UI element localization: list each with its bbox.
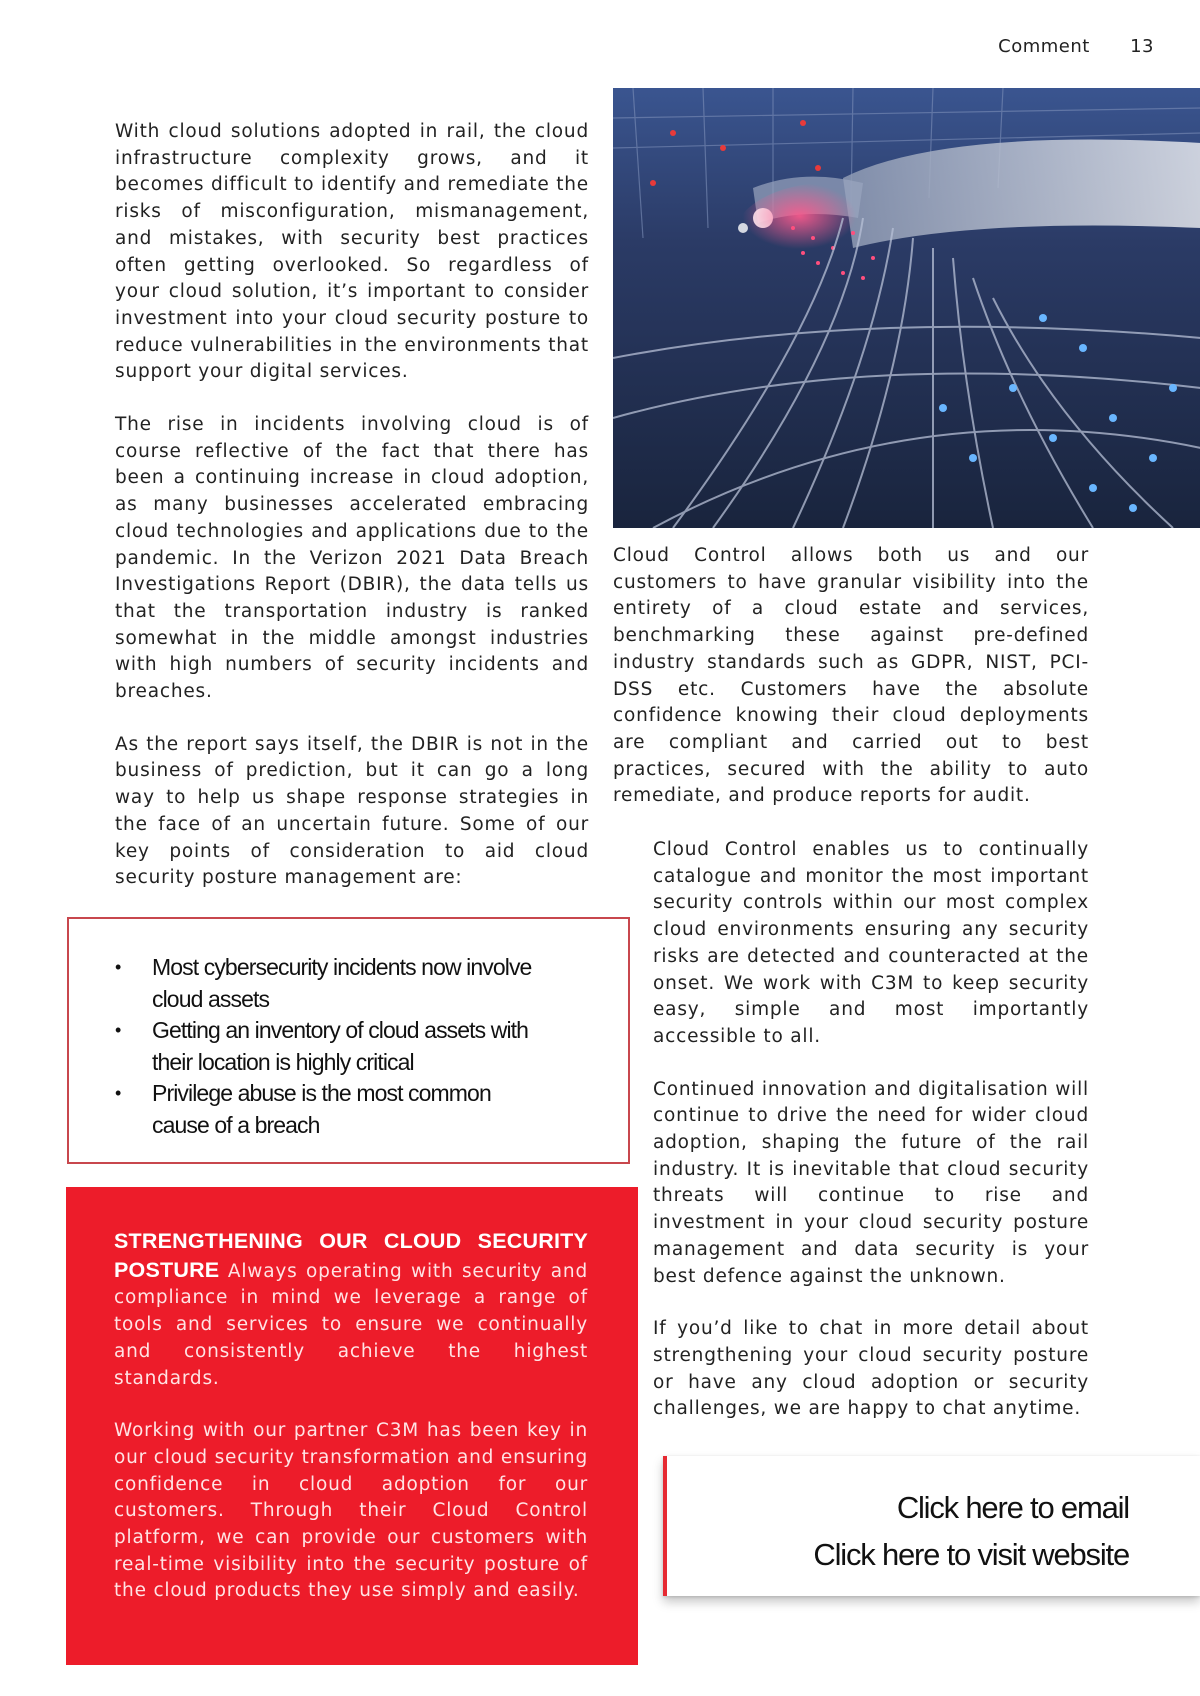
rail-tracks-illustration	[613, 88, 1200, 528]
page-header	[998, 36, 1154, 57]
left-paragraph-2: The rise in incidents involving cloud is of course reflective of the fact that there has been a continuing increase in cloud adoption, as many businesses accelerated embracing cloud technologies and applications due to the pandemic. In the Verizon 2021 Data Breach Investigations Report (DBIR), the data tells us that the transportation industry is ranked somewhat in the middle amongst industries with high numbers of security incidents and breaches.	[115, 414, 589, 703]
right-column-bottom	[653, 837, 1089, 1449]
red-panel-paragraph-2: Working with our partner C3M has been key in our cloud security transformation and ensuring confidence in cloud adoption for our customers. Through their Cloud Control platform, we can provide our customers with real-time visibility into the security posture of the cloud products they use simply and easily.	[114, 1420, 588, 1602]
key-points-box	[67, 917, 630, 1164]
right-paragraph-3: Continued innovation and digitalisation will continue to drive the need for wider cloud adoption, shaping the future of the rail industry. It is inevitable that cloud security threats will continue to rise and investment in your cloud security posture management and data security is your best defence against the unknown.	[653, 1078, 1089, 1287]
email-link[interactable]: Click here to email	[896, 1490, 1129, 1525]
left-column	[115, 119, 589, 918]
section-label: Comment	[998, 36, 1090, 57]
key-point-item: • Getting an inventory of cloud assets with their location is highly critical	[115, 1015, 532, 1078]
left-paragraph-1: With cloud solutions adopted in rail, the cloud infrastructure complexity grows, and it becomes difficult to identify and remediate the risks of misconfiguration, mismanagement, and mistakes, with security best practices often getting overlooked. So regardless of your cloud solution, it’s important to consider investment into your cloud security posture to reduce vulnerabilities in the environments that support your digital services.	[115, 121, 589, 383]
key-points-list	[69, 919, 628, 1141]
rail-tracks-photo	[613, 88, 1200, 528]
red-callout-panel	[66, 1187, 638, 1665]
key-point-item: • Most cybersecurity incidents now involve cloud assets	[115, 952, 532, 1015]
right-column-top	[613, 543, 1089, 836]
right-paragraph-1: Cloud Control allows both us and our customers to have granular visibility into the entirety of a cloud estate and services, benchmarking these against pre-defined industry standards such as GDPR, NIST, PCI-DSS etc. Customers have the absolute confidence knowing their cloud deployments are compliant and carried out to best practices, secured with the ability to auto remediate, and produce reports for audit.	[613, 545, 1089, 807]
red-panel-heading: STRENGTHENING OUR CLOUD SECURITY POSTURE	[114, 1229, 588, 1282]
left-paragraph-3: As the report says itself, the DBIR is not in the business of prediction, but it can go a long way to help us shape response strategies in the face of an uncertain future. Some of our key points of consideration to aid cloud security posture management are:	[115, 733, 589, 889]
website-link[interactable]: Click here to visit website	[813, 1537, 1129, 1572]
right-paragraph-2: Cloud Control enables us to continually catalogue and monitor the most important security controls within our most complex cloud environments ensuring any security risks are detected and counteracted at the onset. We work with C3M to keep security easy, simple and most importantly accessible to all.	[653, 839, 1089, 1047]
contact-cta-box	[663, 1456, 1200, 1596]
red-panel-intro: Always operating with security and compliance in mind we leverage a range of tools and services to ensure we continually and consistently achieve the highest standards.	[114, 1260, 588, 1389]
page-number: 13	[1130, 36, 1154, 57]
red-panel-paragraph-1	[114, 1228, 588, 1392]
right-paragraph-4: If you’d like to chat in more detail about strengthening your cloud security posture or have any cloud adoption or security challenges, we are happy to chat anytime.	[653, 1318, 1089, 1420]
key-point-item: • Privilege abuse is the most common cause of a breach	[115, 1078, 532, 1141]
